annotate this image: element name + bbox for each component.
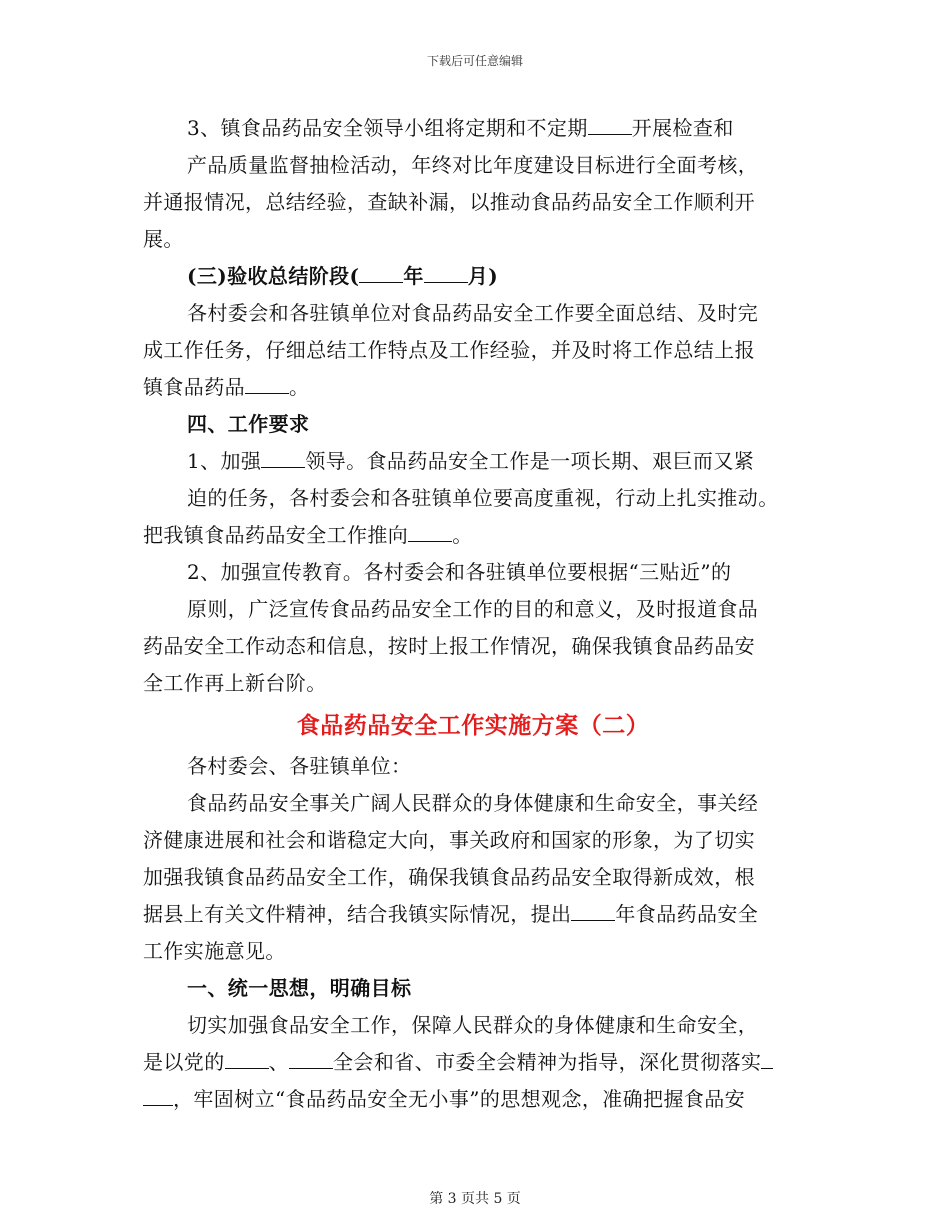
paragraph-line: 各村委会和各驻镇单位对食品药品安全工作要全面总结、及时完 xyxy=(187,301,759,325)
section-heading-acceptance xyxy=(143,258,803,295)
text-run: 年 xyxy=(403,264,424,288)
paragraph-line xyxy=(143,896,803,933)
fill-blank xyxy=(289,1046,333,1069)
fill-blank xyxy=(261,445,305,468)
fill-blank xyxy=(424,260,468,283)
paragraph-line: 工作实施意见。 xyxy=(143,939,286,963)
fill-blank xyxy=(571,898,615,921)
paragraph-line xyxy=(143,1044,803,1081)
fill-blank xyxy=(225,1046,269,1069)
paragraph-line: 产品质量监督抽检活动，年终对比年度建设目标进行全面考核， xyxy=(187,153,759,177)
text-run: 是以党的 xyxy=(143,1050,225,1074)
fill-blank xyxy=(588,112,632,135)
paragraph-line: 展。 xyxy=(143,227,184,251)
paragraph-line xyxy=(143,443,803,480)
document-title: 食品药品安全工作实施方案（二） xyxy=(296,712,650,739)
paragraph-line xyxy=(143,517,803,554)
paragraph-line: 原则，广泛宣传食品药品安全工作的目的和意义，及时报道食品 xyxy=(187,597,759,621)
text-run: 领导。食品药品安全工作是一项长期、艰巨而又紧 xyxy=(305,449,755,473)
text-run: ，牢固树立“食品药品安全无小事”的思想观念，准确把握食品安 xyxy=(173,1087,746,1111)
text-run: 月) xyxy=(467,264,499,288)
paragraph-line: 并通报情况，总结经验，查缺补漏，以推动食品药品安全工作顺利开 xyxy=(143,190,755,214)
document-body xyxy=(143,110,803,1118)
section-heading-unify: 一、统一思想，明确目标 xyxy=(187,976,412,1000)
text-run: 、 xyxy=(268,1050,290,1074)
text-run: 据县上有关文件精神，结合我镇实际情况，提出 xyxy=(143,902,572,926)
text-run: 镇食品药品 xyxy=(143,375,245,399)
section-heading-requirements: 四、工作要求 xyxy=(187,412,310,436)
text-run: 1、加强 xyxy=(187,449,262,473)
fill-blank xyxy=(245,371,289,394)
text-run: 把我镇食品药品安全工作推向 xyxy=(143,523,409,547)
paragraph-line xyxy=(143,369,803,406)
paragraph-line: 食品药品安全事关广阔人民群众的身体健康和生命安全，事关经 xyxy=(187,791,759,815)
page-header: 下载后可任意编辑 xyxy=(426,54,523,68)
fill-blank xyxy=(359,260,403,283)
fill-blank xyxy=(761,1046,773,1069)
paragraph-line: 迫的任务，各村委会和各驻镇单位要高度重视，行动上扎实推动。 xyxy=(187,486,779,510)
paragraph-line: 济健康进展和社会和谐稳定大向，事关政府和国家的形象，为了切实 xyxy=(143,828,755,852)
paragraph-line: 切实加强食品安全工作，保障人民群众的身体健康和生命安全， xyxy=(187,1013,759,1037)
text-run: 3、镇食品药品安全领导小组将定期和不定期 xyxy=(187,116,588,140)
salutation: 各村委会、各驻镇单位： xyxy=(187,754,412,778)
text-run: 开展检查和 xyxy=(631,116,734,140)
text-run: 年食品药品安全 xyxy=(615,902,759,926)
fill-blank xyxy=(408,519,452,542)
page-footer: 第 3 页共 5 页 xyxy=(429,1191,521,1207)
paragraph-line: 成工作任务，仔细总结工作特点及工作经验，并及时将工作总结上报 xyxy=(143,338,755,362)
text-run: (三)验收总结阶段( xyxy=(187,264,360,288)
fill-blank xyxy=(143,1083,173,1106)
paragraph-line: 加强我镇食品药品安全工作，确保我镇食品药品安全取得新成效，根 xyxy=(143,865,755,889)
text-run: 全会和省、市委全会精神为指导，深化贯彻落实 xyxy=(333,1050,762,1074)
text-run: 。 xyxy=(289,375,310,399)
paragraph-line xyxy=(143,1081,803,1118)
paragraph-line: 药品安全工作动态和信息，按时上报工作情况，确保我镇食品药品安 xyxy=(143,634,755,658)
paragraph-line xyxy=(143,110,803,147)
text-run: 。 xyxy=(452,523,473,547)
paragraph-line: 2、加强宣传教育。各村委会和各驻镇单位要根据“三贴近”的 xyxy=(187,560,732,584)
paragraph-line: 全工作再上新台阶。 xyxy=(143,671,327,695)
